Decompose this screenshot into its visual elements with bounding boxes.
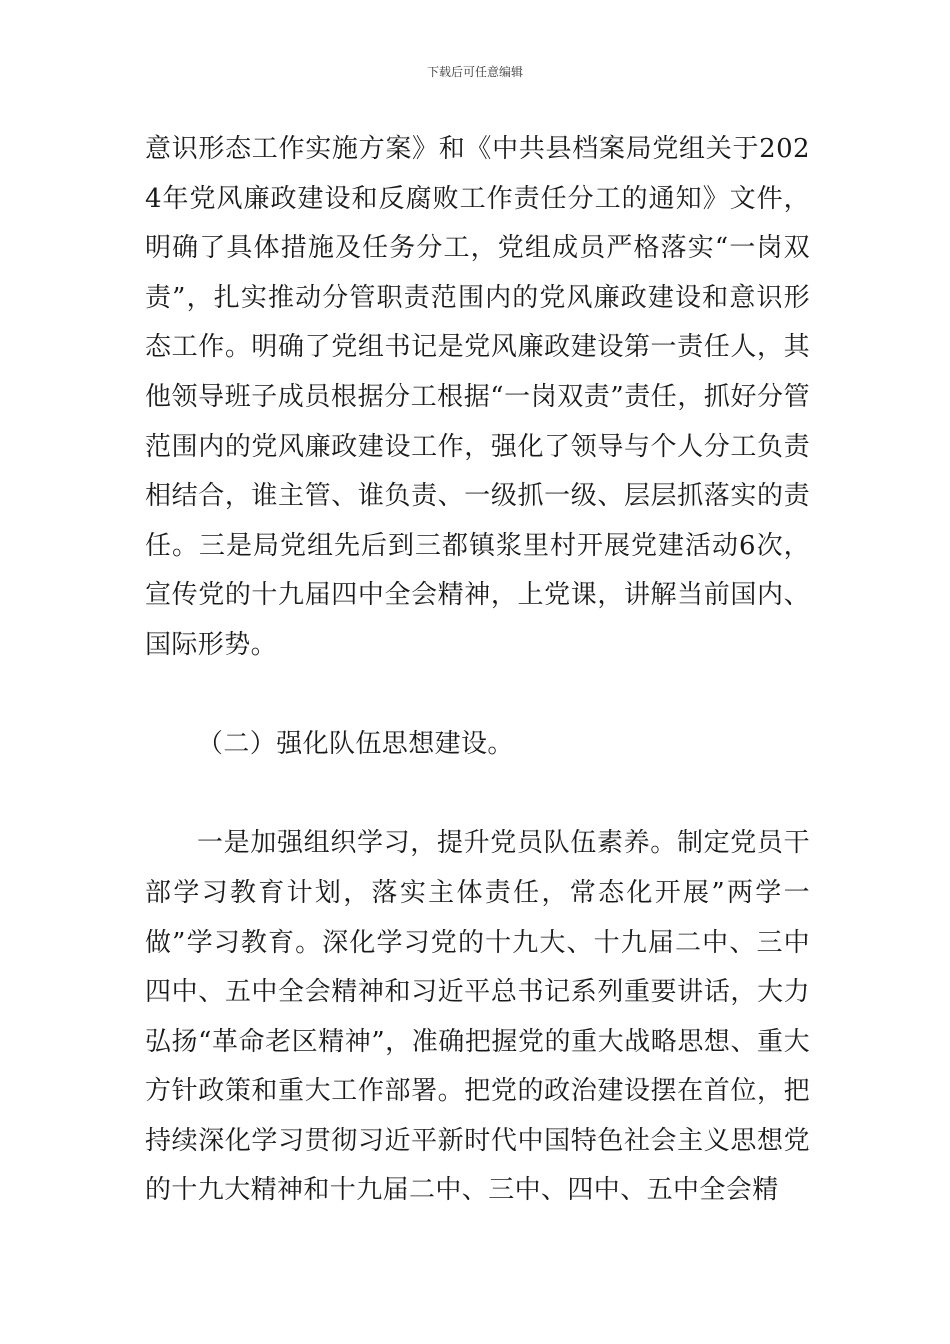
paragraph-continuation: 意识形态工作实施方案》和《中共县档案局党组关于2024年党风廉政建设和反腐败工作责任分工的通知》文件，明确了具体措施及任务分工，党组成员严格落实“一岗双责”，扎实推动分管职责范围内的党风廉政建设和意识形态工作。明确了党组书记是党风廉政建设第一责任人，其他领导班子成员根据分工根据“一岗双责”责任，抓好分管范围内的党风廉政建设工作，强化了领导与个人分工负责相结合，谁主管、谁负责、一级抓一级、层层抓落实的责任。三是局党组先后到三都镇浆里村开展党建活动6次，宣传党的十九届四中全会精神，上党课，讲解当前国内、国际形势。 (145, 134, 810, 660)
paragraph-gap (145, 671, 810, 721)
document-body (145, 125, 810, 1216)
section-heading: （二）强化队伍思想建设。 (197, 729, 514, 760)
paragraph-gap (145, 770, 810, 820)
paragraph-study: 一是加强组织学习，提升党员队伍素养。制定党员干部学习教育计划，落实主体责任，常态化开展”两学一做”学习教育。深化学习党的十九大、十九届二中、三中四中、五中全会精神和习近平总书记系列重要讲话，大力弘扬“革命老区精神”，准确把握党的重大战略思想、重大方针政策和重大工作部署。把党的政治建设摆在首位，把持续深化学习贯彻习近平新时代中国特色社会主义思想党的十九大精神和十九届二中、三中、四中、五中全会精 (145, 828, 810, 1206)
page-header-note: 下载后可任意编辑 (426, 65, 523, 79)
